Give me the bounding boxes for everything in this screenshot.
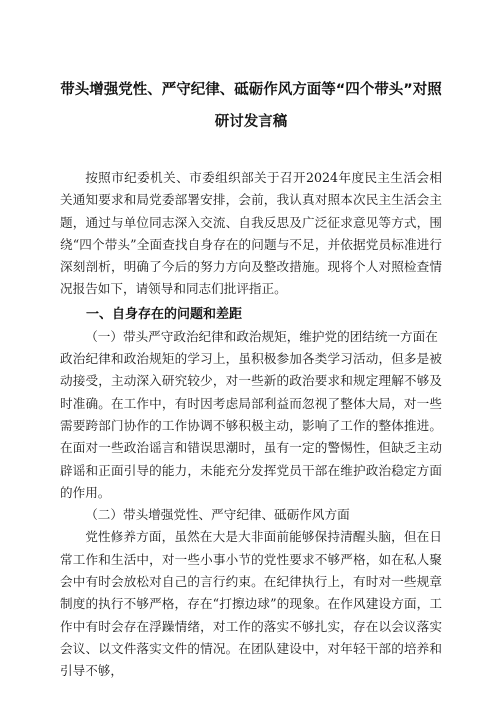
subsection-heading-1: （一）带头严守政治纪律和政治规矩，维护党的团结统一方面在	[85, 328, 438, 344]
subsection-2-paragraph: 党性修养方面，虽然在大是大非面前能够保持清醒头脑，但在日常工作和生活中，对一些小事小节的党性要求不够严格，如在私人聚会中有时会放松对自己的言行约束。在纪律执行上，有时对一些规章制度的执行不够严格，存在“打擦边球”的现象。在作风建设方面，工作中有时会存在浮躁情绪，对工作的落实不够扎实，存在以会议落实会议、以文件落实文件的情况。在团队建设中，对年轻干部的培养和引导不够，	[60, 529, 442, 679]
intro-paragraph: 按照市纪委机关、市委组织部关于召开2024年度民主生活会相关通知要求和局党委部署安排，会前，我认真对照本次民主生活会主题，通过与单位同志深入交流、自我反思及广泛征求意见等方式，围绕“四个带头”全面查找自身存在的问题与不足，并依据党员标准进行深刻剖析，明确了今后的努力方向及整改措施。现将个人对照检查情况报告如下，请领导和同志们批评指正。	[60, 170, 442, 297]
document-body	[60, 167, 442, 683]
document-title-line2: 研讨发言稿	[214, 114, 288, 130]
section-heading-1: 一、自身存在的问题和差距	[86, 306, 243, 322]
document-title-line1: 带头增强党性、严守纪律、砥砺作风方面等“四个带头”对照	[60, 82, 442, 98]
subsection-1-paragraph: 政治纪律和政治规矩的学习上，虽积极参加各类学习活动，但多是被动接受，主动深入研究较少，对一些新的政治要求和规定理解不够及时准确。在工作中，有时因考虑局部利益而忽视了整体大局，对一些需要跨部门协作的工作协调不够积极主动，影响了工作的整体推进。在面对一些政治谣言和错误思潮时，虽有一定的警惕性，但缺乏主动辟谣和正面引导的能力，未能充分发挥党员干部在维护政治稳定方面的作用。	[60, 351, 442, 500]
subsection-heading-2: （二）带头增强党性、严守纪律、砥砺作风方面	[85, 507, 350, 523]
